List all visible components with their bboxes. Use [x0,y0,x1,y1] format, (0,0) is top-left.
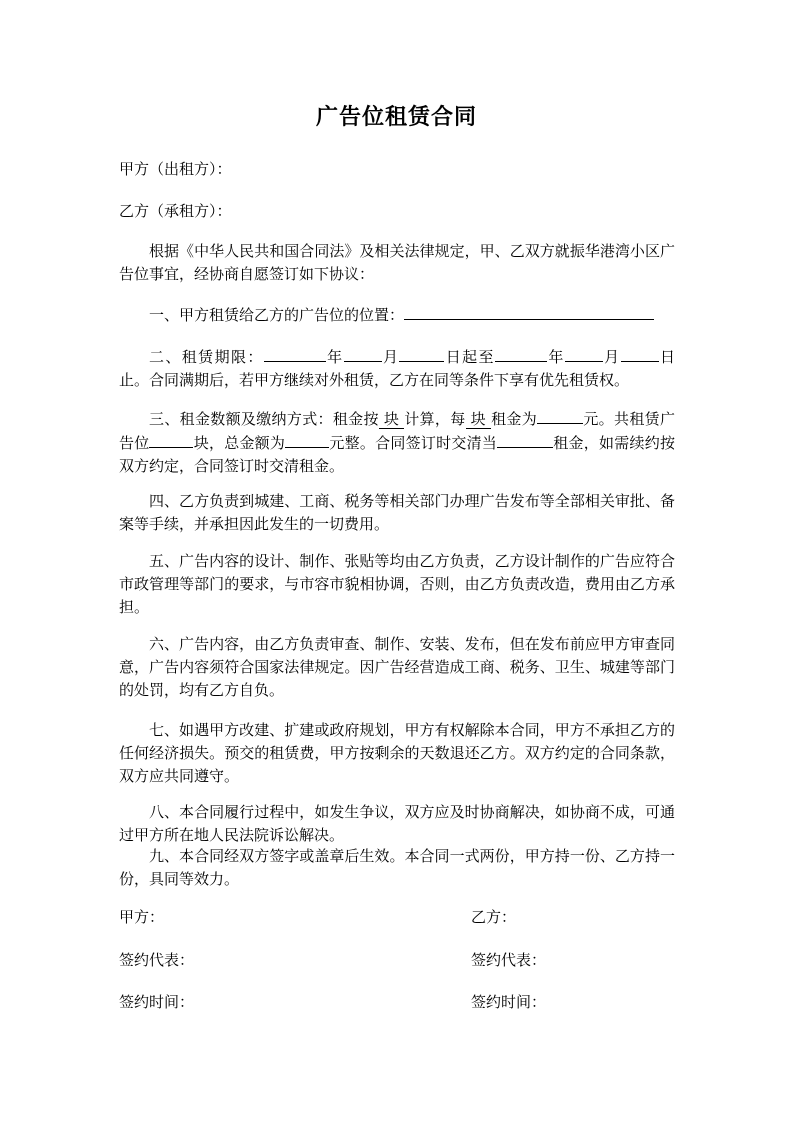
clause-3: 三、租金数额及缴纳方式：租金按 块 计算，每 块 租金为 元。共租赁广告位 块，总金额为 元整。合同签订时交清当 租金，如需续约按双方约定，合同签订时交清租金。 [119,407,675,478]
clause-5: 五、广告内容的设计、制作、张贴等均由乙方负责，乙方设计制作的广告应符合市政管理等部门的要求，与市容市貌相协调，否则，由乙方负责改造，费用由乙方承担。 [119,552,675,616]
sign-date-a: 签约时间： [119,993,195,1011]
clause-7: 七、如遇甲方改建、扩建或政府规划，甲方有权解除本合同，甲方不承担乙方的任何经济损失。预交的租赁费，甲方按剩余的天数退还乙方。双方约定的合同条款，双方应共同遵守。 [119,721,675,785]
clause-6: 六、广告内容，由乙方负责审查、制作、安装、发布，但在发布前应甲方审查同意，广告内容须符合国家法律规定。因广告经营造成工商、税务、卫生、城建等部门的处罚，均有乙方自负。 [119,635,675,699]
sign-date-b: 签约时间： [471,993,547,1011]
clause-1-text: 一、甲方租赁给乙方的广告位的位置： [149,306,405,324]
location-blank [404,303,654,320]
sign-rep-a: 签约代表： [119,951,195,969]
party-b-line: 乙方（承租方）： [119,202,232,220]
preamble-paragraph: 根据《中华人民共和国合同法》及相关法律规定，甲、乙双方就振华港湾小区广告位事宜，经协商自愿签订如下协议： [119,242,675,283]
sign-party-b: 乙方： [471,908,517,926]
clause-9: 九、本合同经双方签字或盖章后生效。本合同一式两份，甲方持一份、乙方持一份，具同等效力。 [119,847,675,888]
clause-1 [119,303,679,327]
clause-4: 四、乙方负责到城建、工商、税务等相关部门办理广告发布等全部相关审批、备案等手续，并承担因此发生的一切费用。 [119,492,675,533]
sign-rep-b: 签约代表： [471,951,547,969]
clause-2: 二、租赁期限： 年 月 日起至 年 月 日止。合同满期后，若甲方继续对外租赁，乙方在同等条件下享有优先租赁权。 [119,345,675,392]
sign-party-a: 甲方： [119,908,165,926]
document-title: 广告位租赁合同 [315,104,477,130]
clause-8: 八、本合同履行过程中，如发生争议，双方应及时协商解决，如协商不成，可通过甲方所在地人民法院诉讼解决。 [119,803,675,844]
party-a-line: 甲方（出租方）： [119,160,232,178]
